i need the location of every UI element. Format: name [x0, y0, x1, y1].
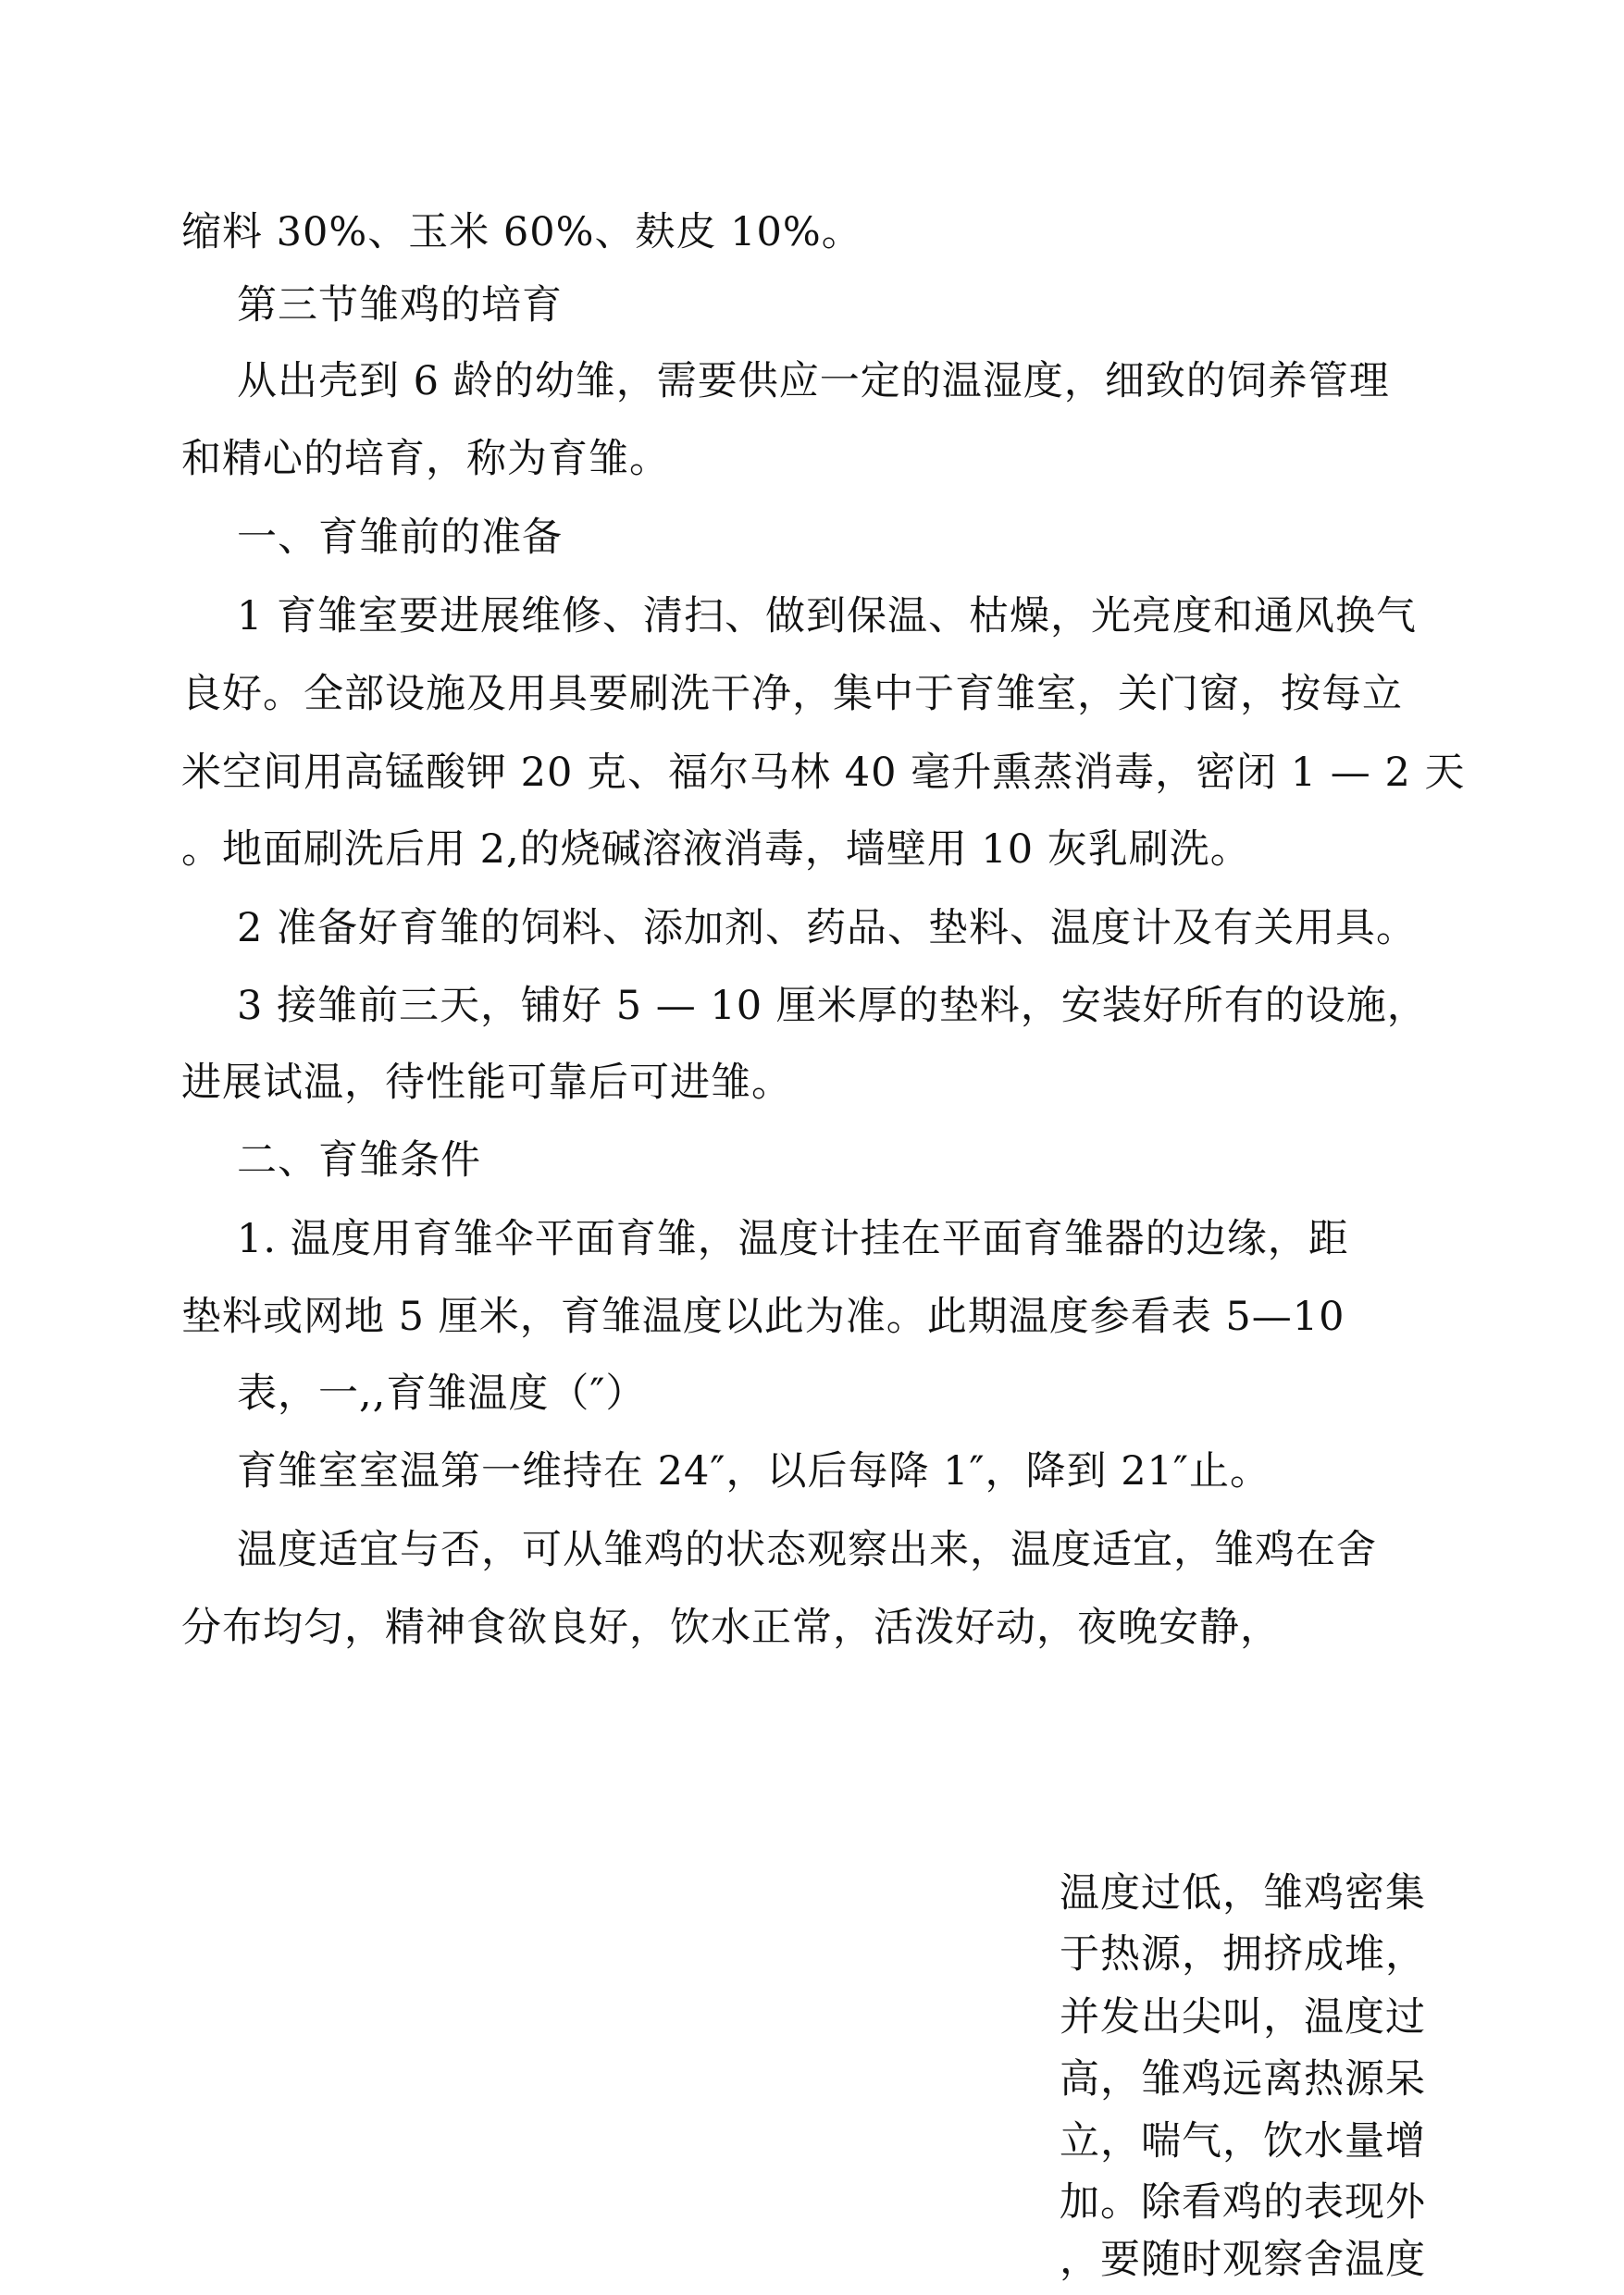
text-line-8: 米空间用高锰酸钾 20 克、福尔马林 40 毫升熏蒸消毒，密闭 1 — 2 天 [181, 750, 1466, 796]
side-text-line-3: 并发出尖叫，温度过 [1060, 1994, 1426, 2041]
side-text-line-7: ，要随时观察舍温度 [1060, 2237, 1426, 2283]
text-line-10: 2 准备好育雏的饲料、添加剂、药品、垫料、温度计及有关用具。 [237, 905, 1418, 951]
text-line-19: 分布均匀，精神食欲良好，饮水正常，活泼好动，夜晚安静， [181, 1605, 1281, 1651]
text-line-7: 良好。全部设施及用具要刷洗干净，集中于育雏室，关门窗，按每立 [181, 671, 1403, 717]
text-line-6: 1 育雏室要进展维修、清扫、做到保温、枯燥，光亮度和通风换气 [237, 593, 1418, 639]
text-line-18: 温度适宜与否，可从雏鸡的状态观察出来，温度适宜，雏鸡在舍 [237, 1527, 1377, 1573]
side-text-line-1: 温度过低，雏鸡密集 [1060, 1870, 1426, 1917]
text-line-12: 进展试温，待性能可靠后可进雏。 [181, 1060, 792, 1106]
side-text-line-6: 加。除看鸡的表现外 [1060, 2179, 1426, 2226]
subsection-heading-1: 一、育雏前的准备 [237, 515, 563, 561]
table-caption: 表，一,,育雏温度（″） [237, 1371, 647, 1417]
side-text-line-2: 于热源，拥挤成堆， [1060, 1931, 1426, 1978]
section-heading: 第三节雏鸡的培育 [237, 282, 563, 329]
subsection-heading-2: 二、育雏条件 [237, 1137, 481, 1184]
text-line-17: 育雏室室温第一维持在 24″，以后每降 1″，降到 21″止。 [237, 1448, 1271, 1495]
text-line-9: 。地面刷洗后用 2,的烧碱溶液消毒，墙壁用 10 灰乳刷洗。 [181, 826, 1251, 873]
side-text-line-5: 立，喘气，饮水量增 [1060, 2118, 1426, 2165]
text-line-14: 1. 温度用育雏伞平面育雏，温度计挂在平面育雏器的边缘，距 [237, 1216, 1349, 1262]
text-line-3: 从出壳到 6 龄的幼雏，需要供应一定的温湿度，细致的饲养管理 [237, 358, 1390, 404]
text-line-15: 垫料或网地 5 厘米，育雏温度以此为准。此期温度参看表 5—10 [181, 1294, 1345, 1340]
text-line-4: 和精心的培育，称为育雏。 [181, 436, 670, 482]
text-line-1: 缩料 30%、玉米 60%、麸皮 10%。 [181, 209, 862, 255]
side-text-line-4: 高，雏鸡远离热源呆 [1060, 2056, 1426, 2103]
text-line-11: 3 接雏前三天，铺好 5 — 10 厘米厚的垫料，安装好所有的设施， [237, 983, 1428, 1029]
